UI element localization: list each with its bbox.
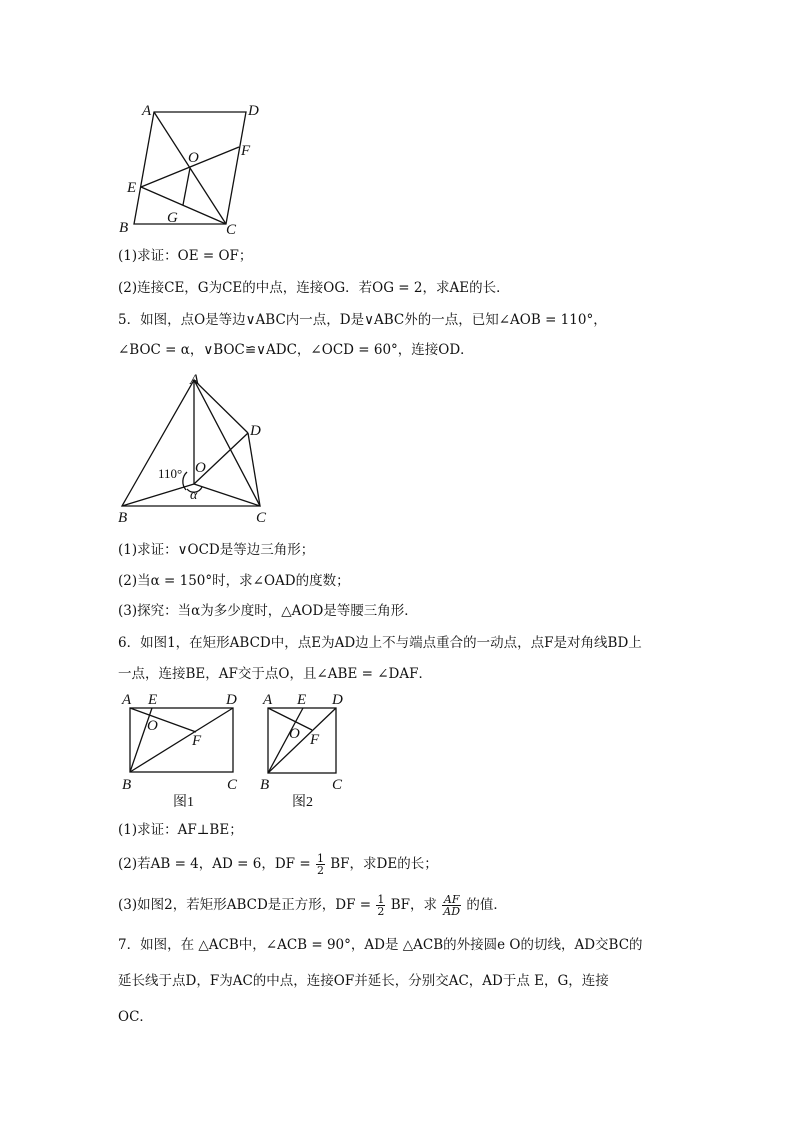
q7-line3: OC． xyxy=(118,1009,153,1025)
label-B: B xyxy=(119,220,129,236)
q6-sub2-text-a: (2)若AB = 4，AD = 6，DF = xyxy=(118,856,311,872)
label-D: D xyxy=(226,692,237,708)
q5-sub1: (1)求证：∨OCD是等边三角形； xyxy=(118,542,315,558)
q6-rectangle-figure-1 xyxy=(110,688,250,813)
label-A: A xyxy=(190,372,200,388)
label-D: D xyxy=(250,423,261,439)
fraction-denominator: 2 xyxy=(316,864,324,877)
caption-fig2: 图2 xyxy=(292,795,313,810)
q4-parallelogram-figure xyxy=(110,98,270,238)
caption-fig1: 图1 xyxy=(173,795,194,810)
label-A: A xyxy=(263,692,273,708)
label-E: E xyxy=(127,180,137,196)
label-O: O xyxy=(289,726,300,742)
label-O: O xyxy=(188,150,199,166)
label-O: O xyxy=(147,718,158,734)
label-C: C xyxy=(226,222,237,238)
q6-sub3-text-b: BF，求 xyxy=(390,897,437,913)
fraction-denominator: AD xyxy=(443,905,461,918)
fraction-numerator: 1 xyxy=(377,893,385,906)
fraction-denominator: 2 xyxy=(377,905,385,918)
fraction-one-half xyxy=(376,894,385,917)
q6-square-figure-2 xyxy=(252,688,362,813)
q7-line1: 7．如图，在 △ACB中，∠ACB = 90°，AD是 △ACB的外接圆e O的切线，AD交BC的 xyxy=(118,937,643,953)
label-E: E xyxy=(148,692,158,708)
label-O: O xyxy=(195,460,206,476)
q6-line2: 一点，连接BE，AF交于点O，且∠ABE = ∠DAF． xyxy=(118,666,432,682)
label-alpha: α xyxy=(190,488,198,503)
q7-line2: 延长线于点D，F为AC的中点，连接OF并延长，分别交AC，AD于点 E，G，连接 xyxy=(118,973,609,989)
q6-sub2 xyxy=(118,852,438,876)
label-E: E xyxy=(297,692,307,708)
label-D: D xyxy=(248,103,259,119)
label-F: F xyxy=(241,143,251,159)
q6-sub1: (1)求证：AF⊥BE； xyxy=(118,822,243,838)
label-A: A xyxy=(142,103,152,119)
label-B: B xyxy=(260,777,270,793)
label-B: B xyxy=(118,510,128,526)
q5-sub3: (3)探究：当α为多少度时，△AOD是等腰三角形． xyxy=(118,603,418,619)
label-C: C xyxy=(332,777,343,793)
fraction-one-half xyxy=(316,853,325,876)
label-C: C xyxy=(256,510,267,526)
q6-line1: 6．如图1，在矩形ABCD中，点E为AD边上不与端点重合的一动点，点F是对角线BD上 xyxy=(118,635,642,651)
q5-sub2: (2)当α = 150°时，求∠OAD的度数； xyxy=(118,573,350,589)
label-F: F xyxy=(310,732,320,748)
q6-sub3-text-c: 的值． xyxy=(466,897,507,913)
fraction-af-over-ad xyxy=(442,894,461,917)
label-F: F xyxy=(192,733,202,749)
q4-sub2: (2)连接CE，G为CE的中点，连接OG．若OG = 2，求AE的长． xyxy=(118,280,510,296)
q5-triangle-figure xyxy=(110,368,280,528)
label-D: D xyxy=(332,692,343,708)
q6-sub3 xyxy=(118,893,507,917)
q6-sub2-text-b: BF，求DE的长； xyxy=(330,856,438,872)
q5-line2: ∠BOC = α，∨BOC≌∨ADC，∠OCD = 60°，连接OD． xyxy=(118,342,474,358)
label-A: A xyxy=(122,692,132,708)
q5-line1: 5．如图，点O是等边∨ABC内一点，D是∨ABC外的一点，已知∠AOB = 110°， xyxy=(118,312,607,328)
q4-sub1: (1)求证：OE = OF； xyxy=(118,248,253,264)
q6-sub3-text-a: (3)如图2，若矩形ABCD是正方形，DF = xyxy=(118,897,372,913)
fraction-numerator: 1 xyxy=(316,852,324,865)
label-C: C xyxy=(227,777,238,793)
label-G: G xyxy=(167,210,178,226)
label-B: B xyxy=(122,777,132,793)
label-angle-110: 110° xyxy=(158,466,183,481)
fraction-numerator: AF xyxy=(443,893,460,906)
